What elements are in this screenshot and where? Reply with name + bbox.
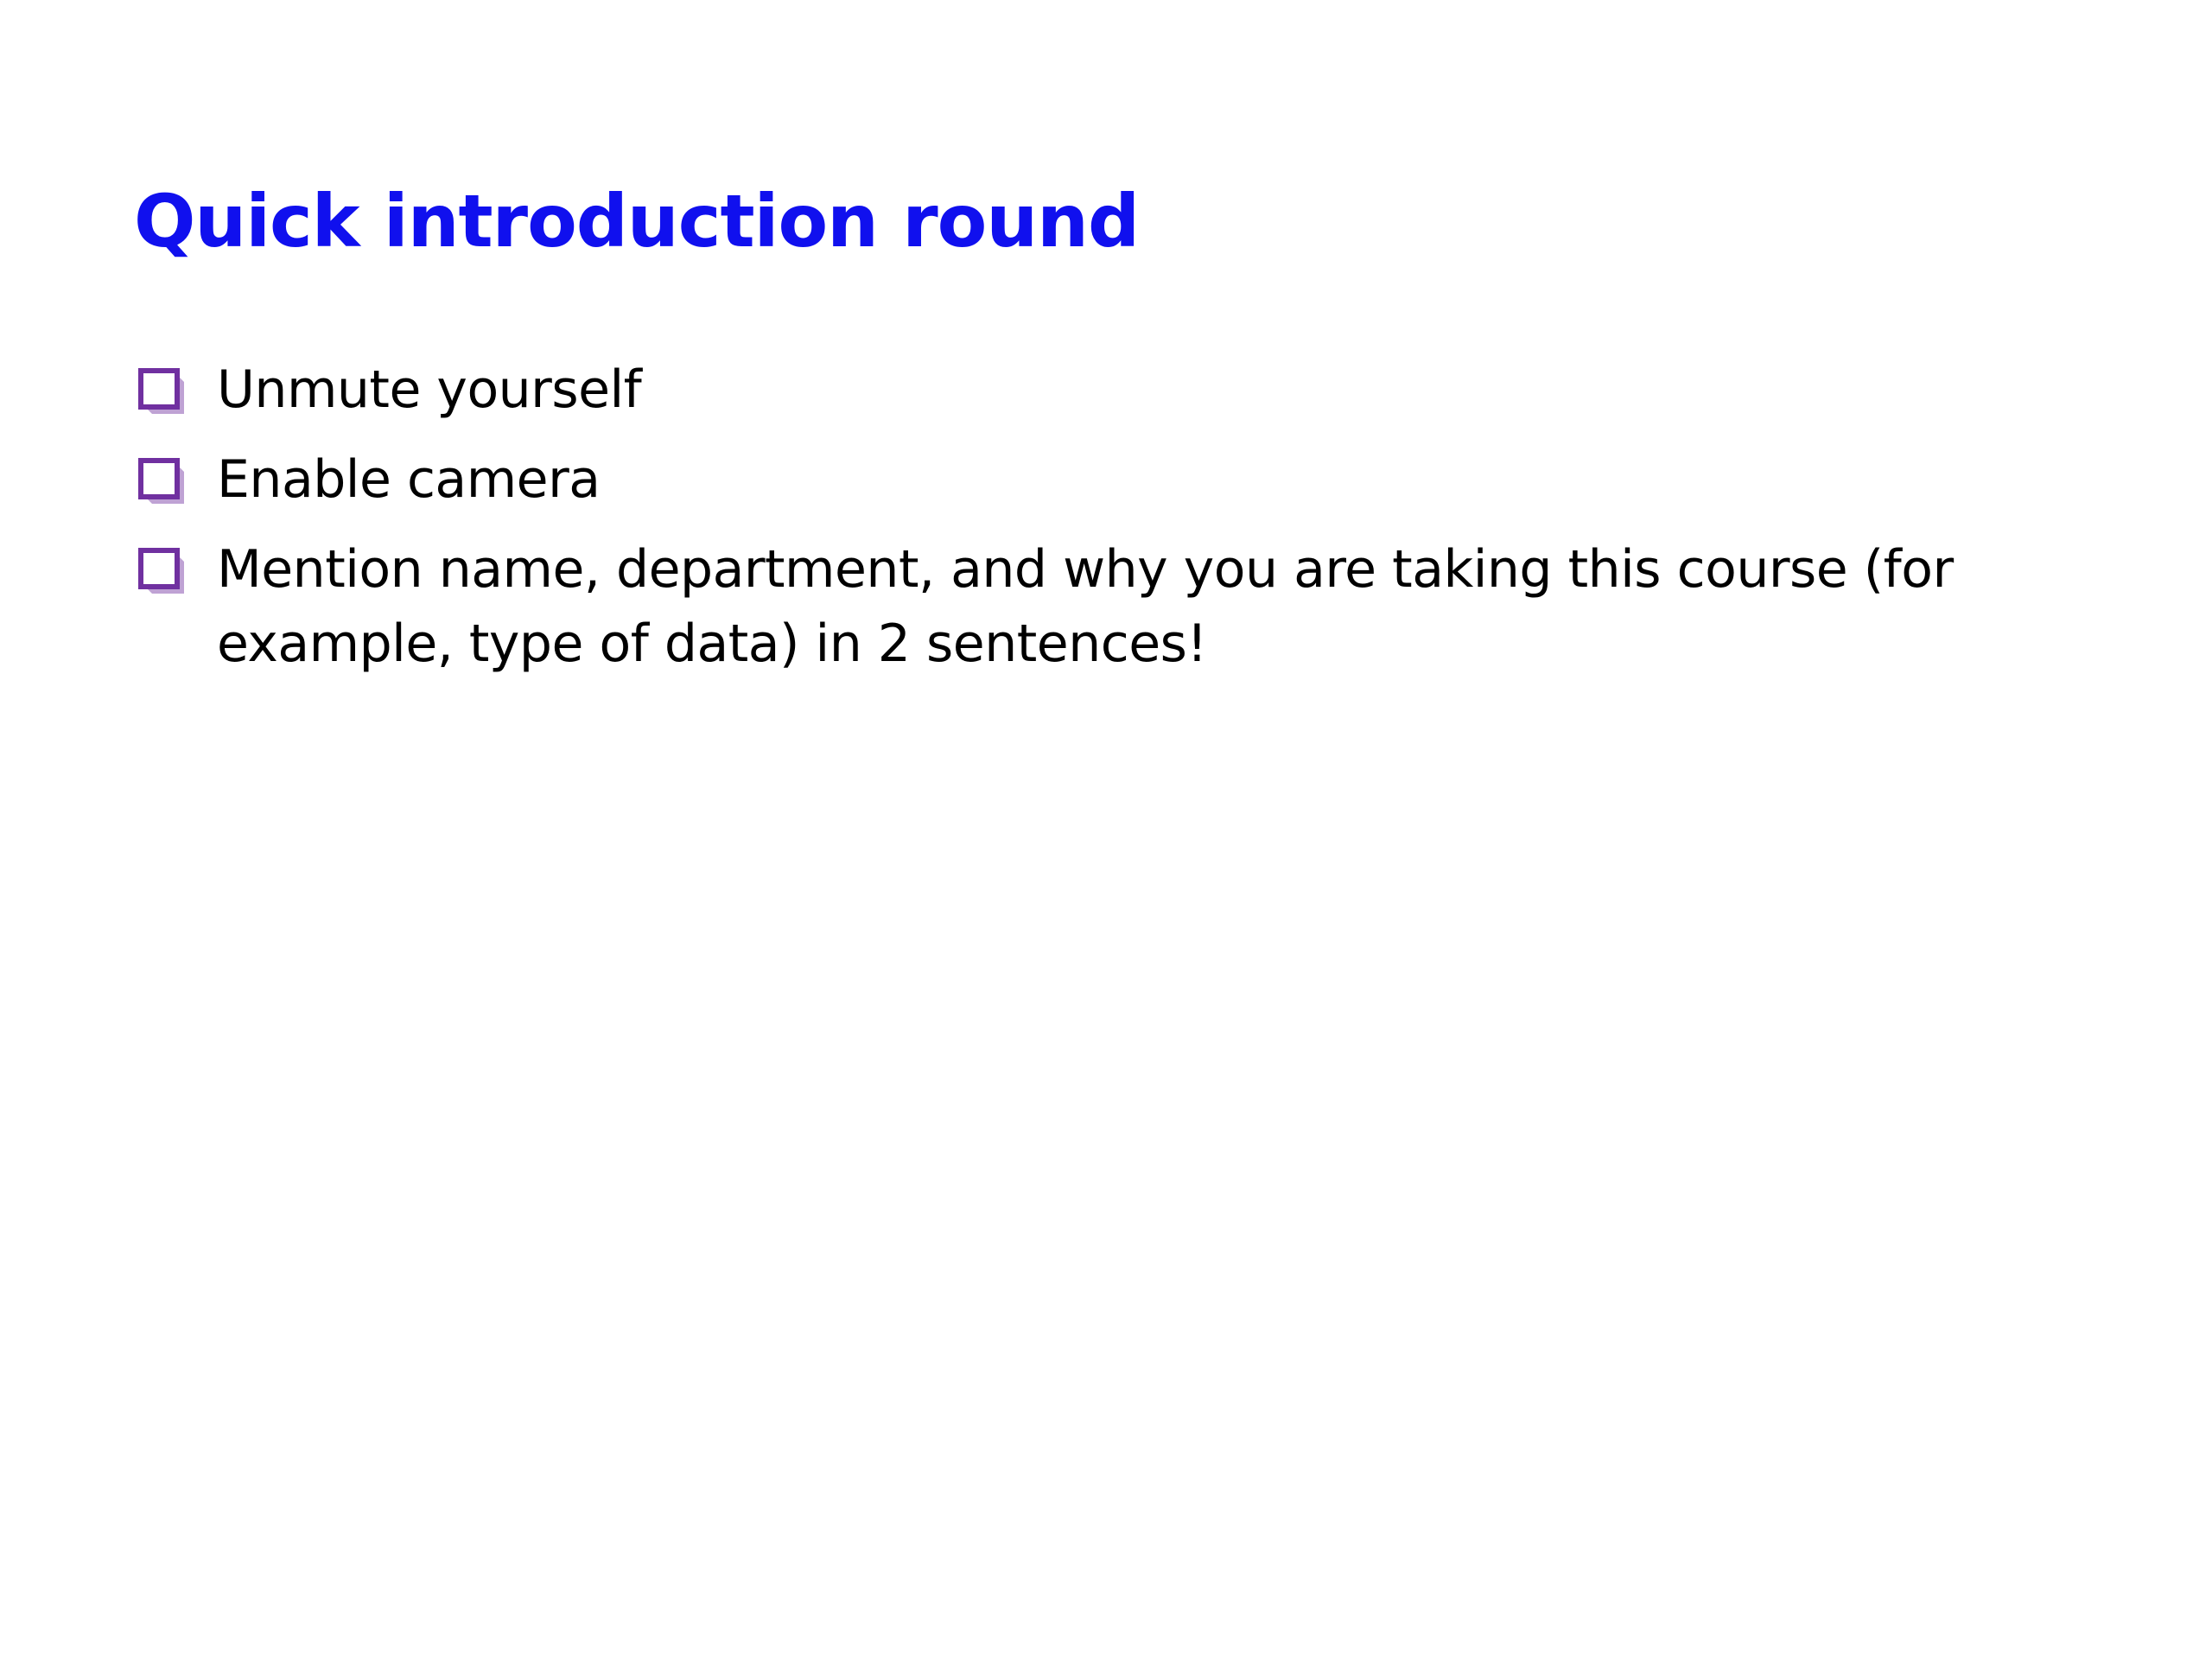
bullet-item-camera (134, 442, 2078, 517)
bullet-text: Unmute yourself (217, 359, 642, 420)
checkbox-square-icon (134, 442, 217, 517)
bullet-list (134, 353, 2078, 696)
checkbox-square-icon (134, 532, 217, 607)
checkbox-square-icon (134, 353, 217, 427)
slide-title: Quick introduction round (134, 179, 1140, 264)
bullet-item-mention (134, 532, 2078, 681)
bullet-text: Enable camera (217, 449, 601, 510)
bullet-item-unmute (134, 353, 2078, 427)
bullet-text: Mention name, department, and why you are taking this course (for example, type of data) in 2 sentences! (217, 539, 1954, 674)
